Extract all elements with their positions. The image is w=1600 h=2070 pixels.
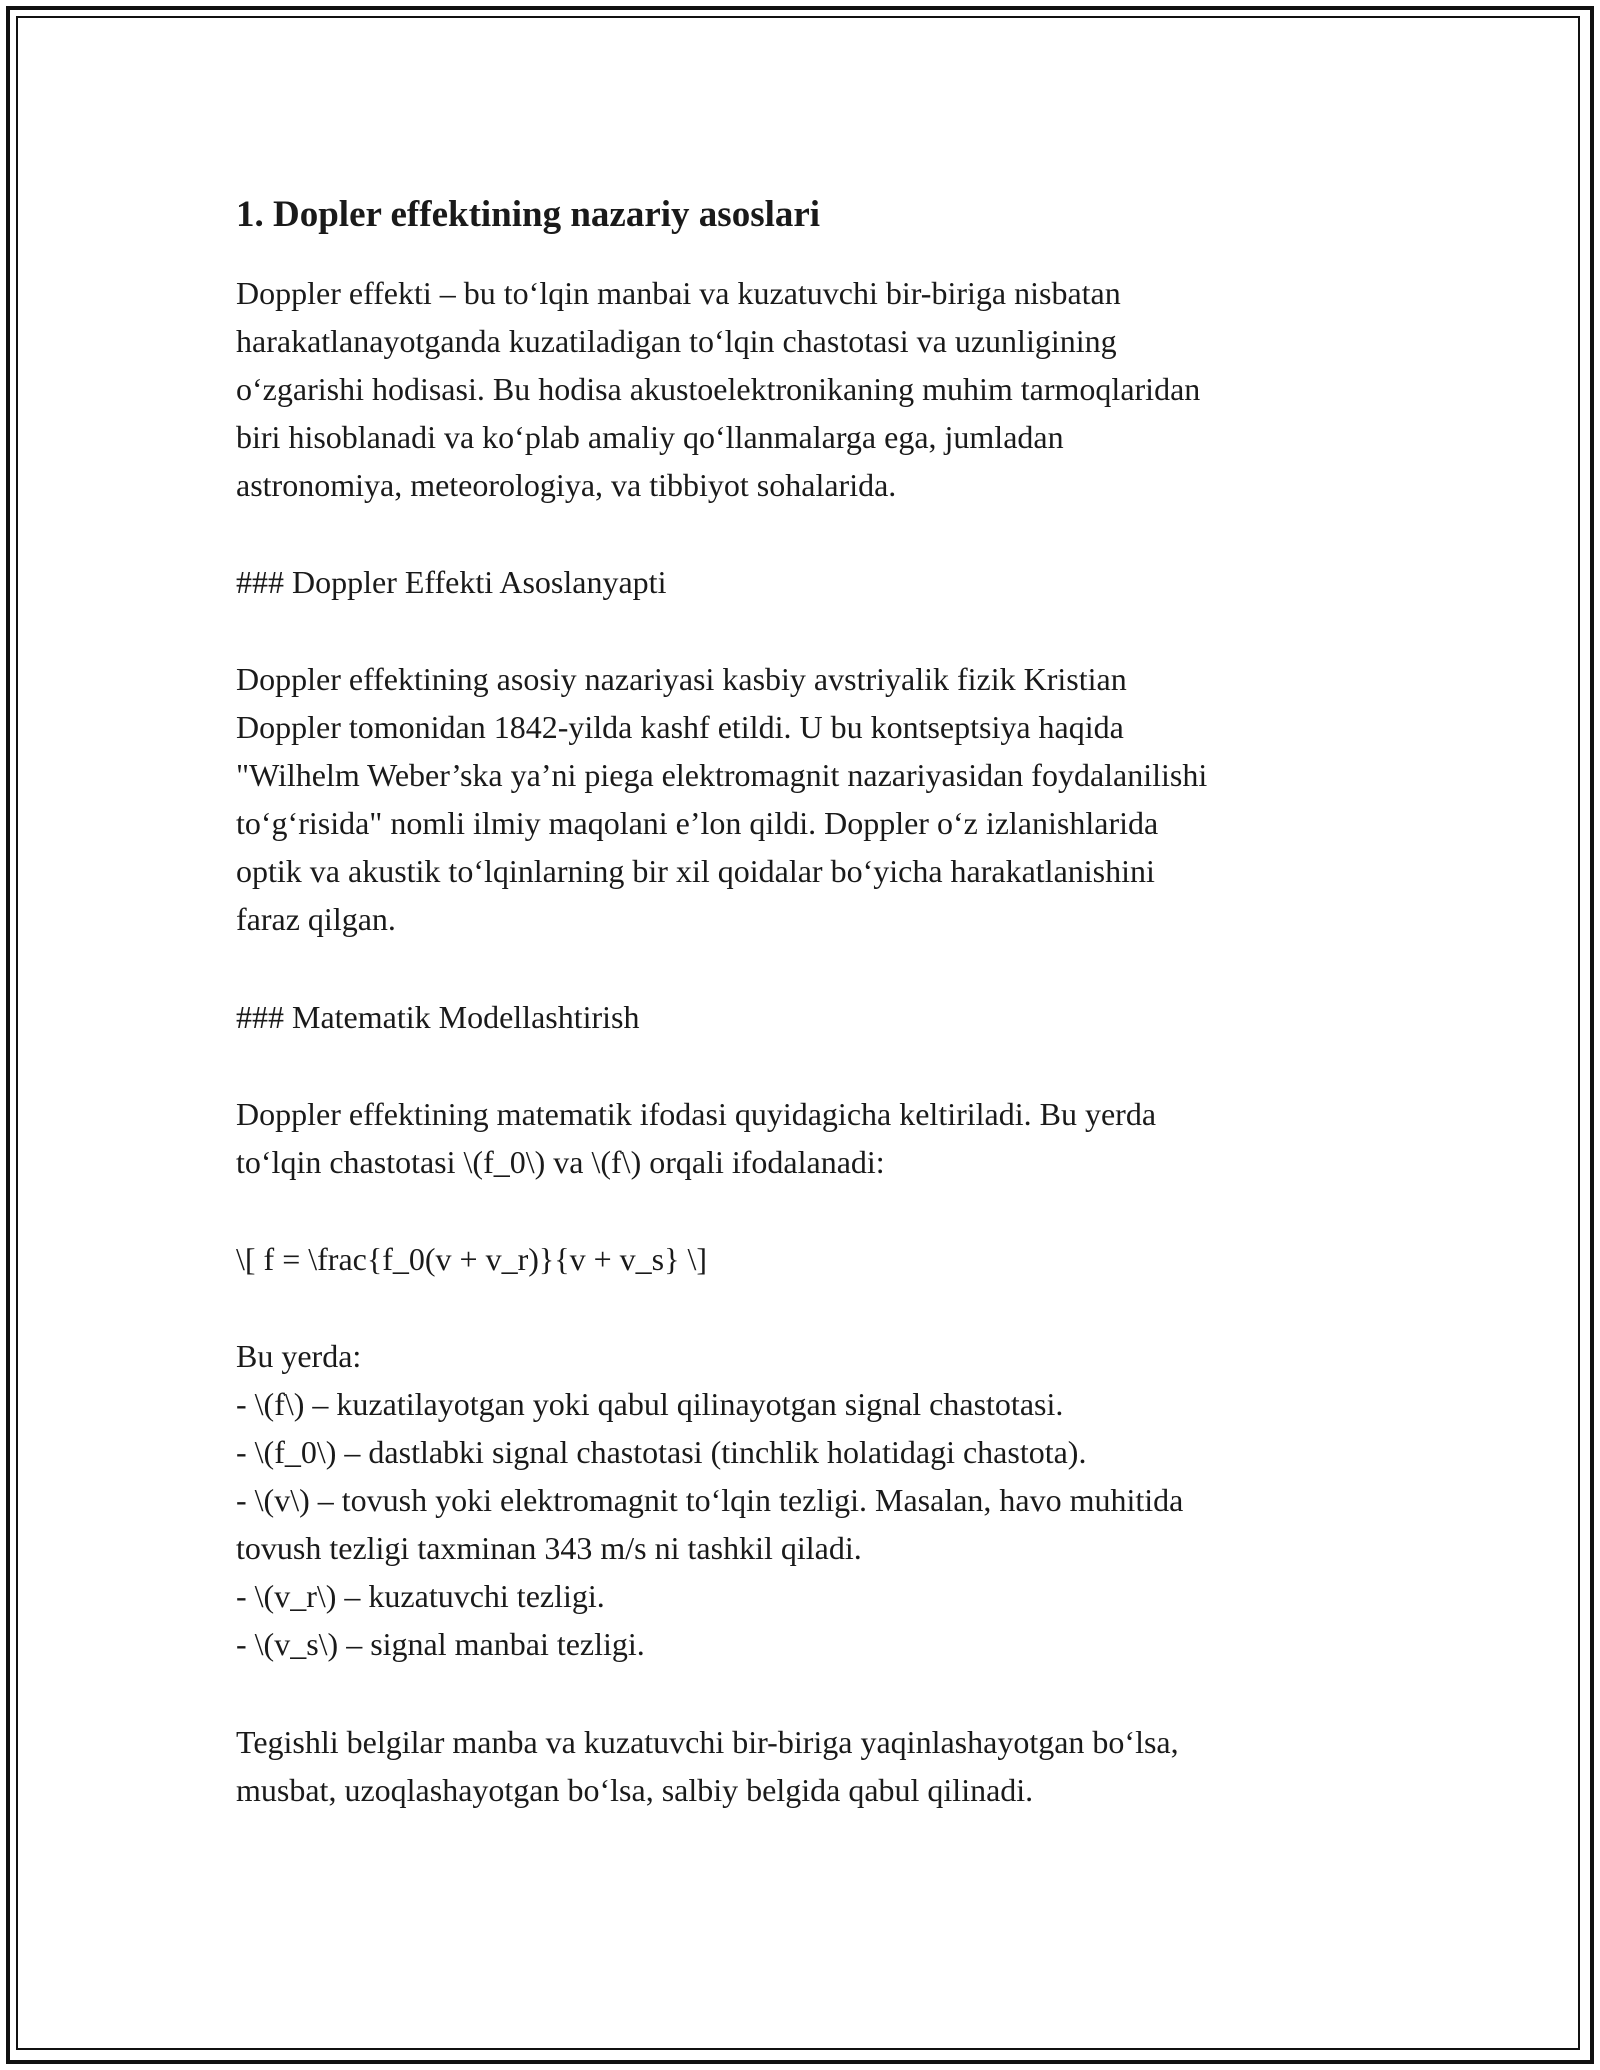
subheading: ### Matematik Modellashtirish (236, 999, 640, 1035)
paragraph-line: biri hisoblanadi va ko‘plab amaliy qo‘llanmalarga ega, jumladan (236, 419, 1064, 455)
paragraph-line: Doppler tomonidan 1842-yilda kashf etildi. U bu kontseptsiya haqida (236, 709, 1124, 745)
paragraph-line: Doppler effektining asosiy nazariyasi kasbiy avstriyalik fizik Kristian (236, 661, 1127, 697)
paragraph-line: faraz qilgan. (236, 901, 396, 937)
paragraph-line: Tegishli belgilar manba va kuzatuvchi bir-biriga yaqinlashayotgan bo‘lsa, (236, 1724, 1179, 1760)
paragraph-line: o‘zgarishi hodisasi. Bu hodisa akustoelektronikaning muhim tarmoqlaridan (236, 371, 1201, 407)
definition-item: - \(v\) – tovush yoki elektromagnit to‘lqin tezligi. Masalan, havo muhitida (236, 1482, 1184, 1518)
paragraph-line: optik va akustik to‘lqinlarning bir xil qoidalar bo‘yicha harakatlanishini (236, 853, 1155, 889)
paragraph-line: "Wilhelm Weber’ska ya’ni piega elektromagnit nazariyasidan foydalanilishi (236, 757, 1208, 793)
definition-item: tovush tezligi taxminan 343 m/s ni tashkil qiladi. (236, 1530, 862, 1566)
definition-item: - \(v_s\) – signal manbai tezligi. (236, 1626, 645, 1662)
paragraph-line: Doppler effektining matematik ifodasi quyidagicha keltiriladi. Bu yerda (236, 1096, 1157, 1132)
definition-item: - \(v_r\) – kuzatuvchi tezligi. (236, 1578, 605, 1614)
definition-item: - \(f_0\) – dastlabki signal chastotasi (tinchlik holatidagi chastota). (236, 1434, 1087, 1470)
paragraph-line: harakatlanayotganda kuzatiladigan to‘lqin chastotasi va uzunligining (236, 323, 1117, 359)
definitions-intro: Bu yerda: (236, 1338, 362, 1374)
paragraph-line: musbat, uzoqlashayotgan bo‘lsa, salbiy belgida qabul qilinadi. (236, 1772, 1034, 1808)
formula: \[ f = \frac{f_0(v + v_r)}{v + v_s} \] (236, 1241, 708, 1277)
paragraph-line: to‘g‘risida" nomli ilmiy maqolani e’lon qildi. Doppler o‘z izlanishlarida (236, 805, 1159, 841)
definition-item: - \(f\) – kuzatilayotgan yoki qabul qilinayotgan signal chastotasi. (236, 1386, 1064, 1422)
paragraph-line: astronomiya, meteorologiya, va tibbiyot sohalarida. (236, 467, 897, 503)
paragraph-line: Doppler effekti – bu to‘lqin manbai va kuzatuvchi bir-biriga nisbatan (236, 275, 1121, 311)
paragraph-line: to‘lqin chastotasi \(f_0\) va \(f\) orqali ifodalanadi: (236, 1144, 885, 1180)
subheading: ### Doppler Effekti Asoslanyapti (236, 564, 667, 600)
section-title: 1. Dopler effektining nazariy asoslari (236, 194, 821, 235)
